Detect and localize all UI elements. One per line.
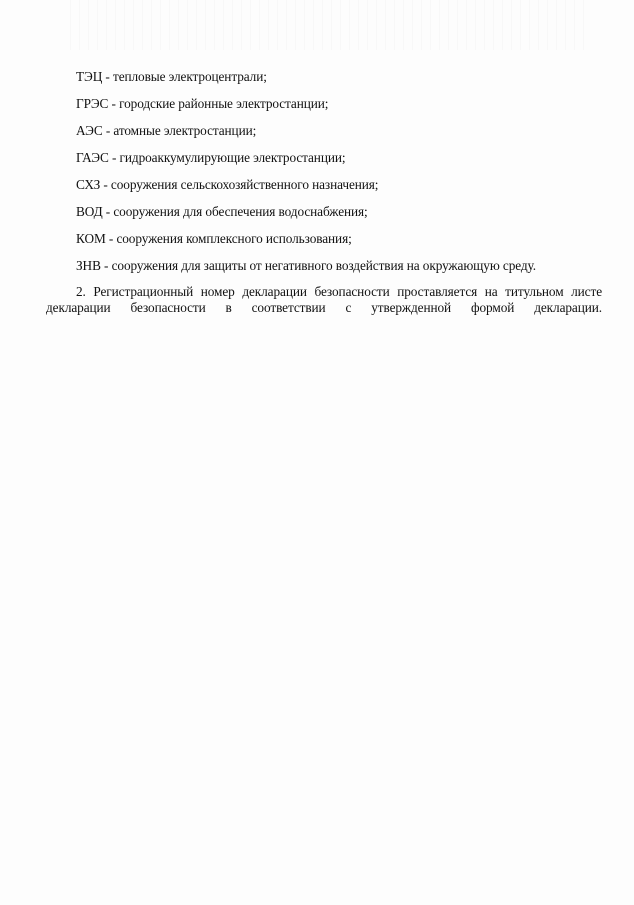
scan-noise [70,0,590,50]
abbreviation-list [76,68,596,284]
abbreviation-gaes: ГАЭС - гидроаккумулирующие электростанции; [76,150,346,165]
abbreviation-gres: ГРЭС - городские районные электростанции; [76,96,329,111]
abbreviation-shz: СХЗ - сооружения сельскохозяйственного назначения; [76,177,379,192]
abbreviation-znv: ЗНВ - сооружения для защиты от негативного воздействия на окружающую среду. [76,258,536,273]
abbreviation-aes: АЭС - атомные электростанции; [76,123,257,138]
paragraph-registration-number: 2. Регистрационный номер декларации безопасности проставляется на титульном листе декларации безопасности в соответствии с утвержденной формой декларации. [46,284,602,315]
abbreviation-tec: ТЭЦ - тепловые электроцентрали; [76,69,267,84]
abbreviation-vod: ВОД - сооружения для обеспечения водоснабжения; [76,204,368,219]
abbreviation-kom: КОМ - сооружения комплексного использования; [76,231,352,246]
